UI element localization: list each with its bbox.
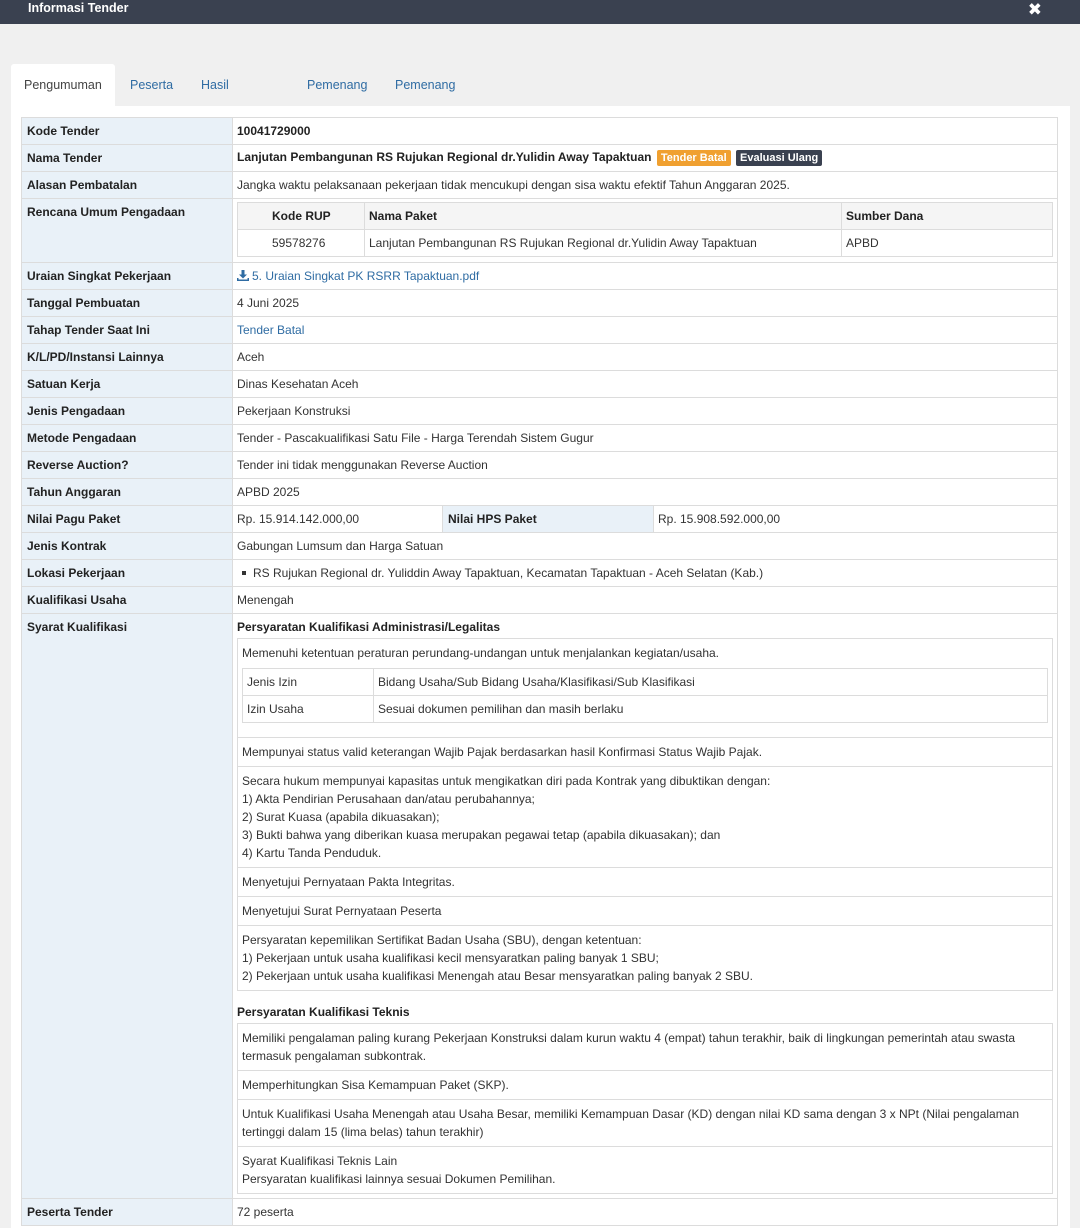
table-row	[238, 230, 1053, 257]
value-peserta-tender: 72 peserta	[233, 1199, 1058, 1226]
rup-header-sumber-dana: Sumber Dana	[842, 203, 1053, 230]
row-syarat-kualifikasi	[22, 614, 1058, 1199]
table-row	[243, 696, 1048, 723]
row-lokasi-pekerjaan	[22, 560, 1058, 587]
download-icon	[237, 270, 249, 281]
rup-header-nama-paket: Nama Paket	[365, 203, 842, 230]
value-lokasi-pekerjaan: RS Rujukan Regional dr. Yuliddin Away Tapaktuan, Kecamatan Tapaktuan - Aceh Selatan (Kab.)	[253, 566, 764, 580]
uraian-file-name: 5. Uraian Singkat PK RSRR Tapaktuan.pdf	[252, 269, 480, 283]
row-peserta-tender	[22, 1199, 1058, 1226]
list-item	[238, 897, 1053, 926]
row-jenis-pengadaan	[22, 398, 1058, 425]
label-tahun-anggaran: Tahun Anggaran	[22, 479, 233, 506]
tab-pengumuman[interactable]: Pengumuman	[11, 64, 115, 106]
list-item	[238, 1071, 1053, 1100]
izin-header-jenis: Jenis Izin	[243, 669, 374, 696]
uraian-download-link[interactable]	[237, 269, 479, 283]
value-nama-tender: Lanjutan Pembangunan RS Rujukan Regional dr.Yulidin Away Tapaktuan	[237, 150, 652, 164]
teknis-requirements-table	[237, 1023, 1053, 1194]
label-uraian-singkat: Uraian Singkat Pekerjaan	[22, 263, 233, 290]
teknis-item-4: Syarat Kualifikasi Teknis Lain Persyaratan kualifikasi lainnya sesuai Dokumen Pemilihan.	[238, 1147, 1053, 1194]
label-tanggal-pembuatan: Tanggal Pembuatan	[22, 290, 233, 317]
rup-table	[237, 202, 1053, 257]
row-kode-tender	[22, 118, 1058, 145]
izin-table	[242, 668, 1048, 723]
list-item	[238, 1100, 1053, 1147]
row-alasan-pembatalan	[22, 172, 1058, 199]
label-reverse-auction: Reverse Auction?	[22, 452, 233, 479]
window-titlebar	[0, 0, 1080, 24]
label-lokasi-pekerjaan: Lokasi Pekerjaan	[22, 560, 233, 587]
row-rencana-umum-pengadaan	[22, 199, 1058, 263]
list-item	[238, 738, 1053, 767]
teknis-section-title: Persyaratan Kualifikasi Teknis	[237, 1005, 410, 1019]
admin-item-2: Mempunyai status valid keterangan Wajib Pajak berdasarkan hasil Konfirmasi Status Wajib Pajak.	[238, 738, 1053, 767]
label-kualifikasi-usaha: Kualifikasi Usaha	[22, 587, 233, 614]
admin-item-4: Menyetujui Pernyataan Pakta Integritas.	[238, 868, 1053, 897]
row-tahun-anggaran	[22, 479, 1058, 506]
label-syarat-kualifikasi: Syarat Kualifikasi	[22, 614, 233, 1199]
list-item	[238, 868, 1053, 897]
value-kode-tender: 10041729000	[237, 124, 311, 138]
value-klpd: Aceh	[233, 344, 1058, 371]
teknis-item-3: Untuk Kualifikasi Usaha Menengah atau Usaha Besar, memiliki Kemampuan Dasar (KD) dengan nilai KD sama dengan 3 x NPt (Nilai pengalaman tertinggi dalam 15 (lima belas) tahun terakhir)	[238, 1100, 1053, 1147]
row-uraian-singkat	[22, 263, 1058, 290]
list-item	[238, 1024, 1053, 1071]
row-reverse-auction	[22, 452, 1058, 479]
rup-kode: 59578276	[238, 230, 365, 257]
tab-pemenang[interactable]: Pemenang	[307, 78, 368, 92]
value-jenis-pengadaan: Pekerjaan Konstruksi	[233, 398, 1058, 425]
value-metode-pengadaan: Tender - Pascakualifikasi Satu File - Harga Terendah Sistem Gugur	[233, 425, 1058, 452]
row-nama-tender	[22, 145, 1058, 172]
admin-requirements-table	[237, 638, 1053, 991]
value-alasan-pembatalan: Jangka waktu pelaksanaan pekerjaan tidak mencukupi dengan sisa waktu efektif Tahun Anggaran 2025.	[233, 172, 1058, 199]
label-nilai-hps: Nilai HPS Paket	[443, 506, 654, 533]
tab-panel-pengumuman	[11, 106, 1070, 1228]
admin-item-1: Memenuhi ketentuan peraturan perundang-undangan untuk menjalankan kegiatan/usaha.	[242, 646, 720, 660]
tab-hasil-evaluasi[interactable]: Hasil	[201, 78, 229, 92]
izin-usaha-label: Izin Usaha	[243, 696, 374, 723]
row-klpd	[22, 344, 1058, 371]
list-item	[238, 926, 1053, 991]
value-tanggal-pembuatan: 4 Juni 2025	[233, 290, 1058, 317]
label-jenis-kontrak: Jenis Kontrak	[22, 533, 233, 560]
row-tanggal-pembuatan	[22, 290, 1058, 317]
teknis-item-1: Memiliki pengalaman paling kurang Pekerjaan Konstruksi dalam kurun waktu 4 (empat) tahun terakhir, baik di lingkungan pemerintah atau swasta termasuk pengalaman subkontrak.	[238, 1024, 1053, 1071]
row-nilai-pagu	[22, 506, 1058, 533]
rup-header-kode: Kode RUP	[238, 203, 365, 230]
status-badge-tender-batal: Tender Batal	[657, 150, 731, 166]
value-nilai-hps: Rp. 15.908.592.000,00	[654, 506, 1058, 533]
label-alasan-pembatalan: Alasan Pembatalan	[22, 172, 233, 199]
status-badge-evaluasi-ulang: Evaluasi Ulang	[736, 150, 822, 166]
table-row	[243, 669, 1048, 696]
value-tahun-anggaran: APBD 2025	[233, 479, 1058, 506]
label-tahap-tender: Tahap Tender Saat Ini	[22, 317, 233, 344]
row-kualifikasi-usaha	[22, 587, 1058, 614]
tender-info-table	[21, 117, 1058, 1226]
admin-item-3: Secara hukum mempunyai kapasitas untuk mengikatkan diri pada Kontrak yang dibuktikan dengan: 1) Akta Pendirian Perusahaan dan/atau perubahannya; 2) Surat Kuasa (apabila dikuasakan); 3) Bukti bahwa yang diberikan kuasa merupakan pegawai tetap (apabila dikuasakan); dan 4) Kartu Tanda Penduduk.	[238, 767, 1053, 868]
list-item	[238, 767, 1053, 868]
label-jenis-pengadaan: Jenis Pengadaan	[22, 398, 233, 425]
list-item	[238, 1147, 1053, 1194]
rup-sumber-dana: APBD	[842, 230, 1053, 257]
label-nilai-pagu: Nilai Pagu Paket	[22, 506, 233, 533]
izin-header-bidang: Bidang Usaha/Sub Bidang Usaha/Klasifikasi/Sub Klasifikasi	[374, 669, 1048, 696]
value-kualifikasi-usaha: Menengah	[233, 587, 1058, 614]
row-tahap-tender	[22, 317, 1058, 344]
list-item	[238, 639, 1053, 738]
bullet-icon	[242, 571, 246, 575]
value-nilai-pagu: Rp. 15.914.142.000,00	[233, 506, 443, 533]
tahap-tender-link[interactable]: Tender Batal	[237, 323, 305, 337]
admin-section-title: Persyaratan Kualifikasi Administrasi/Legalitas	[237, 620, 500, 634]
admin-item-6: Persyaratan kepemilikan Sertifikat Badan Usaha (SBU), dengan ketentuan: 1) Pekerjaan untuk usaha kualifikasi kecil mensyaratkan paling banyak 1 SBU; 2) Pekerjaan untuk usaha kualifikasi Menengah atau Besar mensyaratkan paling banyak 2 SBU.	[238, 926, 1053, 991]
rup-nama-paket: Lanjutan Pembangunan RS Rujukan Regional dr.Yulidin Away Tapaktuan	[365, 230, 842, 257]
label-metode-pengadaan: Metode Pengadaan	[22, 425, 233, 452]
teknis-item-2: Memperhitungkan Sisa Kemampuan Paket (SKP).	[238, 1071, 1053, 1100]
window-title: Informasi Tender	[28, 1, 129, 15]
label-peserta-tender: Peserta Tender	[22, 1199, 233, 1226]
tab-pemenang-berkontrak[interactable]: Pemenang	[395, 78, 456, 92]
close-icon[interactable]: ✖	[1027, 0, 1042, 19]
label-nama-tender: Nama Tender	[22, 145, 233, 172]
row-satuan-kerja	[22, 371, 1058, 398]
value-reverse-auction: Tender ini tidak menggunakan Reverse Auction	[233, 452, 1058, 479]
label-kode-tender: Kode Tender	[22, 118, 233, 145]
row-jenis-kontrak	[22, 533, 1058, 560]
izin-usaha-value: Sesuai dokumen pemilihan dan masih berlaku	[374, 696, 1048, 723]
row-metode-pengadaan	[22, 425, 1058, 452]
value-jenis-kontrak: Gabungan Lumsum dan Harga Satuan	[233, 533, 1058, 560]
admin-item-5: Menyetujui Surat Pernyataan Peserta	[238, 897, 1053, 926]
tab-peserta[interactable]: Peserta	[130, 78, 174, 92]
label-satuan-kerja: Satuan Kerja	[22, 371, 233, 398]
label-rencana-umum-pengadaan: Rencana Umum Pengadaan	[22, 199, 233, 263]
value-satuan-kerja: Dinas Kesehatan Aceh	[233, 371, 1058, 398]
label-klpd: K/L/PD/Instansi Lainnya	[22, 344, 233, 371]
